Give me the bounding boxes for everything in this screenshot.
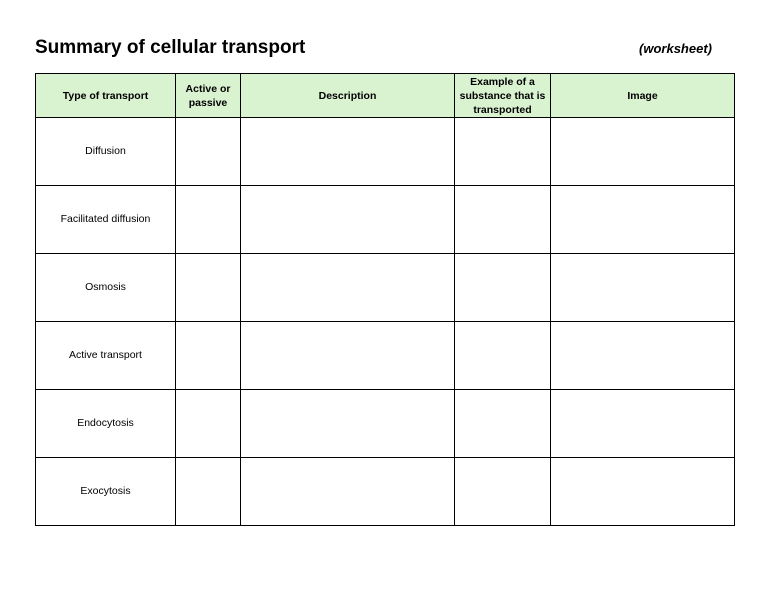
active-or-passive-cell[interactable]	[176, 118, 241, 186]
active-or-passive-cell[interactable]	[176, 322, 241, 390]
description-cell[interactable]	[241, 254, 455, 322]
example-cell[interactable]	[455, 322, 551, 390]
table-row	[36, 322, 735, 390]
image-cell[interactable]	[551, 390, 735, 458]
transport-type-cell: Diffusion	[36, 118, 176, 186]
table-row	[36, 390, 735, 458]
worksheet-subtitle: (worksheet)	[639, 41, 712, 56]
column-header-type: Type of transport	[36, 74, 176, 118]
table-row	[36, 254, 735, 322]
table-header-row	[36, 74, 735, 118]
image-cell[interactable]	[551, 322, 735, 390]
active-or-passive-cell[interactable]	[176, 186, 241, 254]
transport-type-cell: Endocytosis	[36, 390, 176, 458]
table-row	[36, 118, 735, 186]
table-row	[36, 458, 735, 526]
example-cell[interactable]	[455, 458, 551, 526]
transport-type-cell: Active transport	[36, 322, 176, 390]
active-or-passive-cell[interactable]	[176, 390, 241, 458]
transport-type-cell: Exocytosis	[36, 458, 176, 526]
image-cell[interactable]	[551, 186, 735, 254]
description-cell[interactable]	[241, 458, 455, 526]
image-cell[interactable]	[551, 458, 735, 526]
column-header-active-or-passive: Active or passive	[176, 74, 241, 118]
column-header-description: Description	[241, 74, 455, 118]
example-cell[interactable]	[455, 118, 551, 186]
description-cell[interactable]	[241, 390, 455, 458]
example-cell[interactable]	[455, 254, 551, 322]
transport-type-cell: Osmosis	[36, 254, 176, 322]
transport-type-cell: Facilitated diffusion	[36, 186, 176, 254]
image-cell[interactable]	[551, 118, 735, 186]
description-cell[interactable]	[241, 186, 455, 254]
table-row	[36, 186, 735, 254]
column-header-example: Example of a substance that is transported	[455, 74, 551, 118]
description-cell[interactable]	[241, 322, 455, 390]
cellular-transport-table	[35, 73, 735, 526]
active-or-passive-cell[interactable]	[176, 458, 241, 526]
worksheet-title: Summary of cellular transport	[35, 37, 306, 58]
active-or-passive-cell[interactable]	[176, 254, 241, 322]
example-cell[interactable]	[455, 186, 551, 254]
column-header-image: Image	[551, 74, 735, 118]
description-cell[interactable]	[241, 118, 455, 186]
image-cell[interactable]	[551, 254, 735, 322]
example-cell[interactable]	[455, 390, 551, 458]
